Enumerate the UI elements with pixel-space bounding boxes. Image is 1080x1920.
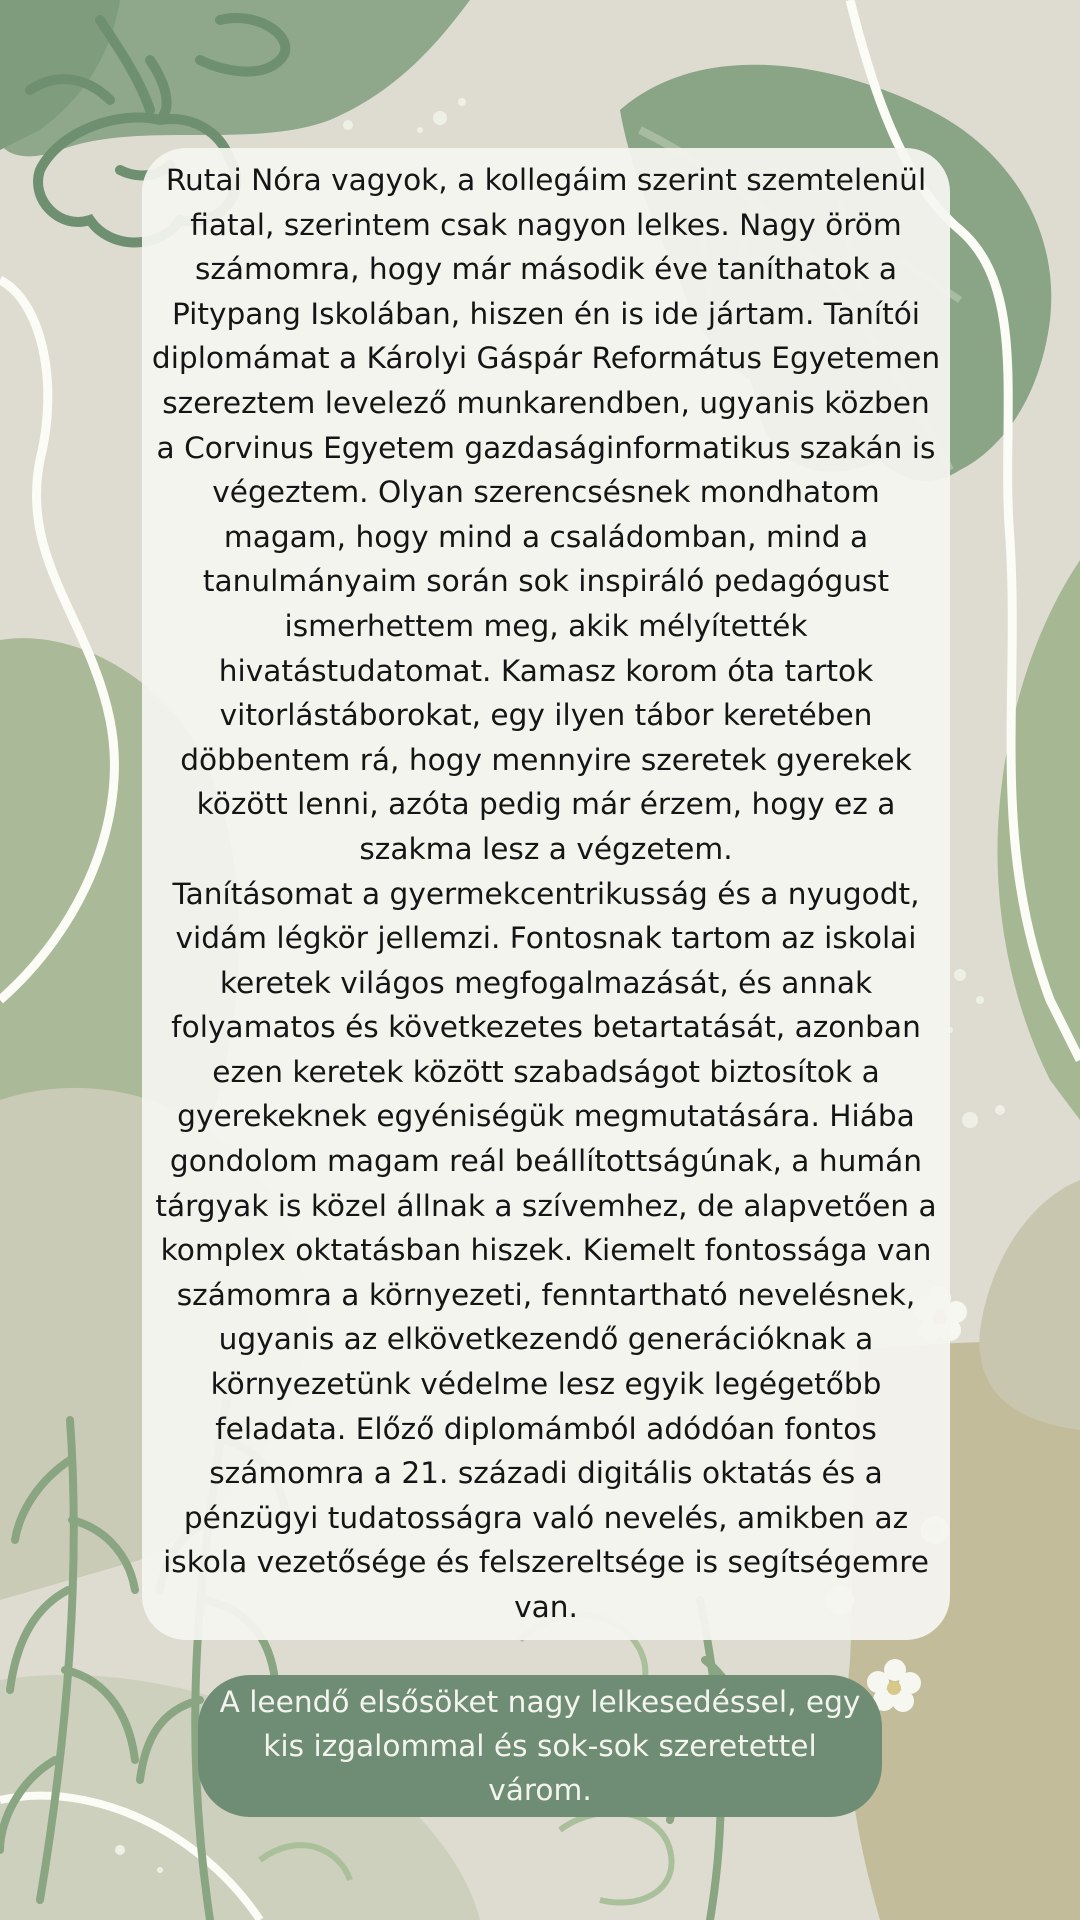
closing-card [198,1675,882,1817]
closing-text: A leendő elsősöket nagy lelkesedéssel, egy kis izgalommal és sok-sok szeretettel várom. [219,1685,861,1807]
intro-paragraph-1: Rutai Nóra vagyok, a kollegáim szerint szemtelenül fiatal, szerintem csak nagyon lelkes. Nagy öröm számomra, hogy már második éve taníthatok a Pitypang Iskolában, hiszen én is ide jártam. Tanítói diplomámat a Károlyi Gáspár Református Egyetemen szereztem levelező munkarendben, ugyanis közben a Corvinus Egyetem gazdaságinformatikus szakán is végeztem. Olyan szerencsésnek mondhatom magam, hogy mind a családomban, mind a tanulmányaim során sok inspiráló pedagógust ismerhettem meg, akik mélyítették hivatástudatomat. Kamasz korom óta tartok vitorlástáborokat, egy ilyen tábor keretében döbbentem rá, hogy mennyire szeretek gyerekek között lenni, azóta pedig már érzem, hogy ez a szakma lesz a végzetem. [151,163,941,866]
intro-paragraph-2: Tanításomat a gyermekcentrikusság és a nyugodt, vidám légkör jellemzi. Fontosnak tartom az iskolai keretek világos megfogalmazását, és annak folyamatos és következetes betartatását, azonban ezen keretek között szabadságot biztosítok a gyerekeknek egyéniségük megmutatására. Hiába gondolom magam reál beállítottságúnak, a humán tárgyak is közel állnak a szívemhez, de alapvetően a komplex oktatásban hiszek. Kiemelt fontossága van számomra a környezeti, fenntartható nevelésnek, ugyanis az elkövetkezendő generációknak a környezetünk védelme lesz egyik legégetőbb feladata. Előző diplomámból adódóan fontos számomra a 21. századi digitális oktatás és a pénzügyi tudatosságra való nevelés, amikben az iskola vezetősége és felszereltsége is segítségemre van. [155,876,937,1624]
intro-card [142,148,950,1640]
